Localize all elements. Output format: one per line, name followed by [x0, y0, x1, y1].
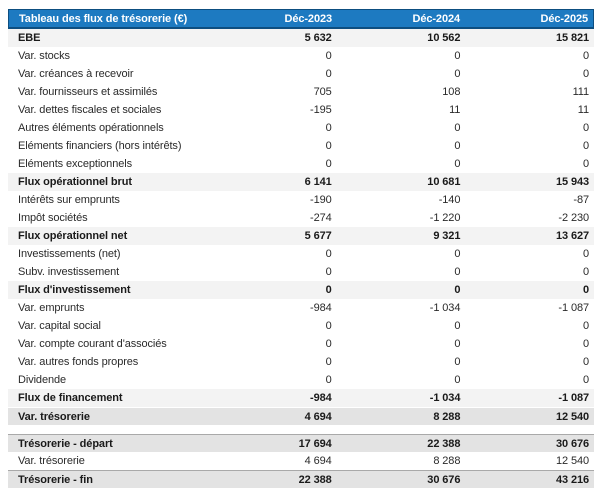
row-value: 0	[454, 320, 461, 332]
table-row	[8, 452, 594, 470]
row-value: 12 540	[555, 410, 590, 423]
table-row	[8, 137, 594, 155]
row-value: 0	[582, 266, 590, 278]
row-value: 0	[325, 68, 332, 80]
row-value: 0	[454, 68, 461, 80]
row-value: 0	[582, 248, 590, 260]
row-value: 0	[454, 158, 461, 170]
row-label: Eléments exceptionnels	[18, 158, 132, 170]
row-value: 0	[325, 374, 332, 386]
row-value: 0	[454, 266, 461, 278]
table-row	[8, 470, 594, 488]
row-value: -195	[310, 104, 332, 116]
row-value: 8 288	[433, 455, 461, 467]
row-value: 13 627	[555, 230, 590, 242]
row-value: 0	[454, 248, 461, 260]
row-value: 4 694	[304, 410, 332, 423]
table-row	[8, 47, 594, 65]
row-value: 12 540	[555, 455, 590, 467]
row-value: 43 216	[555, 473, 590, 486]
row-label: Var. capital social	[18, 320, 101, 332]
table-row	[8, 434, 594, 452]
row-value: -140	[438, 194, 461, 206]
row-value: 108	[442, 86, 461, 98]
row-value: -274	[310, 212, 332, 224]
column-header-dec-2023: Déc-2023	[284, 12, 332, 25]
row-value: 30 676	[427, 473, 461, 486]
row-value: 22 388	[298, 473, 332, 486]
table-row	[8, 227, 594, 245]
table-row	[8, 65, 594, 83]
row-label: Var. autres fonds propres	[18, 356, 139, 368]
row-label: Autres éléments opérationnels	[18, 122, 164, 134]
table-gap	[8, 425, 594, 434]
row-label: Flux opérationnel net	[18, 230, 128, 242]
row-label: Var. trésorerie	[18, 455, 85, 467]
row-label: Var. dettes fiscales et sociales	[18, 104, 162, 116]
row-value: 15 943	[555, 176, 590, 188]
row-value: 0	[582, 158, 590, 170]
row-value: 0	[454, 122, 461, 134]
row-label: Var. stocks	[18, 50, 70, 62]
row-value: 0	[325, 266, 332, 278]
row-value: 705	[313, 86, 332, 98]
column-header-dec-2024: Déc-2024	[412, 12, 460, 25]
row-value: 11	[577, 104, 590, 116]
cashflow-table	[8, 9, 594, 488]
row-value: 0	[325, 158, 332, 170]
row-value: 0	[454, 338, 461, 350]
row-value: 111	[572, 86, 590, 98]
table-row	[8, 299, 594, 317]
table-row	[8, 83, 594, 101]
row-label: Var. compte courant d'associés	[18, 338, 167, 350]
table-body	[8, 29, 594, 488]
row-value: 22 388	[427, 437, 461, 450]
row-label: Var. emprunts	[18, 302, 85, 314]
row-value: 0	[325, 356, 332, 368]
table-row	[8, 407, 594, 425]
row-label: Intérêts sur emprunts	[18, 194, 120, 206]
row-value: -1 087	[558, 392, 590, 404]
row-value: -2 230	[558, 212, 590, 224]
row-value: 0	[582, 374, 590, 386]
row-value: -87	[573, 194, 590, 206]
row-value: 0	[454, 356, 461, 368]
row-value: 6 141	[304, 176, 332, 188]
row-value: 10 562	[427, 32, 461, 44]
row-value: 0	[454, 140, 461, 152]
row-value: 0	[454, 50, 461, 62]
row-value: 0	[582, 50, 590, 62]
row-label: Trésorerie - départ	[18, 437, 113, 450]
column-header-dec-2025: Déc-2025	[540, 12, 588, 25]
table-row	[8, 173, 594, 191]
row-value: -1 087	[558, 302, 590, 314]
row-value: 8 288	[433, 410, 461, 423]
row-value: 0	[325, 122, 332, 134]
row-value: -190	[310, 194, 332, 206]
table-header-row	[8, 9, 594, 29]
table-row	[8, 209, 594, 227]
row-value: 0	[325, 284, 332, 296]
row-value: 0	[325, 338, 332, 350]
row-value: 0	[582, 356, 590, 368]
row-value: 0	[582, 338, 590, 350]
row-value: 0	[582, 320, 590, 332]
row-value: 0	[582, 68, 590, 80]
row-value: 30 676	[555, 437, 590, 450]
table-row	[8, 245, 594, 263]
row-value: 0	[454, 374, 461, 386]
table-row	[8, 389, 594, 407]
row-label: EBE	[18, 32, 41, 44]
row-label: Flux de financement	[18, 392, 123, 404]
row-value: -984	[310, 302, 332, 314]
table-title: Tableau des flux de trésorerie (€)	[19, 12, 188, 25]
table-row	[8, 119, 594, 137]
row-label: Subv. investissement	[18, 266, 120, 278]
table-row	[8, 101, 594, 119]
table-row	[8, 155, 594, 173]
row-label: Dividende	[18, 374, 67, 386]
row-label: Var. trésorerie	[18, 410, 90, 423]
row-label: Trésorerie - fin	[18, 473, 93, 486]
row-value: 10 681	[427, 176, 461, 188]
row-value: 0	[325, 140, 332, 152]
row-value: 5 632	[304, 32, 332, 44]
table-row	[8, 281, 594, 299]
row-label: Flux d'investissement	[18, 284, 131, 296]
table-row	[8, 29, 594, 47]
row-value: -1 220	[429, 212, 461, 224]
row-value: -1 034	[429, 392, 461, 404]
row-value: 5 677	[304, 230, 332, 242]
row-value: 0	[582, 122, 590, 134]
row-value: 17 694	[298, 437, 332, 450]
row-value: -1 034	[429, 302, 461, 314]
row-value: 0	[582, 140, 590, 152]
row-label: Var. fournisseurs et assimilés	[18, 86, 158, 98]
row-value: 11	[449, 104, 461, 116]
row-value: 4 694	[304, 455, 332, 467]
row-value: 0	[582, 284, 590, 296]
row-value: -984	[310, 392, 332, 404]
table-row	[8, 317, 594, 335]
row-value: 15 821	[555, 32, 590, 44]
table-row	[8, 191, 594, 209]
table-row	[8, 263, 594, 281]
row-value: 0	[325, 320, 332, 332]
row-label: Impôt sociétés	[18, 212, 88, 224]
table-row	[8, 371, 594, 389]
table-row	[8, 335, 594, 353]
row-label: Investissements (net)	[18, 248, 121, 260]
row-value: 9 321	[433, 230, 461, 242]
row-label: Flux opérationnel brut	[18, 176, 132, 188]
row-value: 0	[325, 50, 332, 62]
row-label: Var. créances à recevoir	[18, 68, 134, 80]
row-value: 0	[325, 248, 332, 260]
row-value: 0	[454, 284, 461, 296]
table-row	[8, 353, 594, 371]
row-label: Eléments financiers (hors intérêts)	[18, 140, 182, 152]
